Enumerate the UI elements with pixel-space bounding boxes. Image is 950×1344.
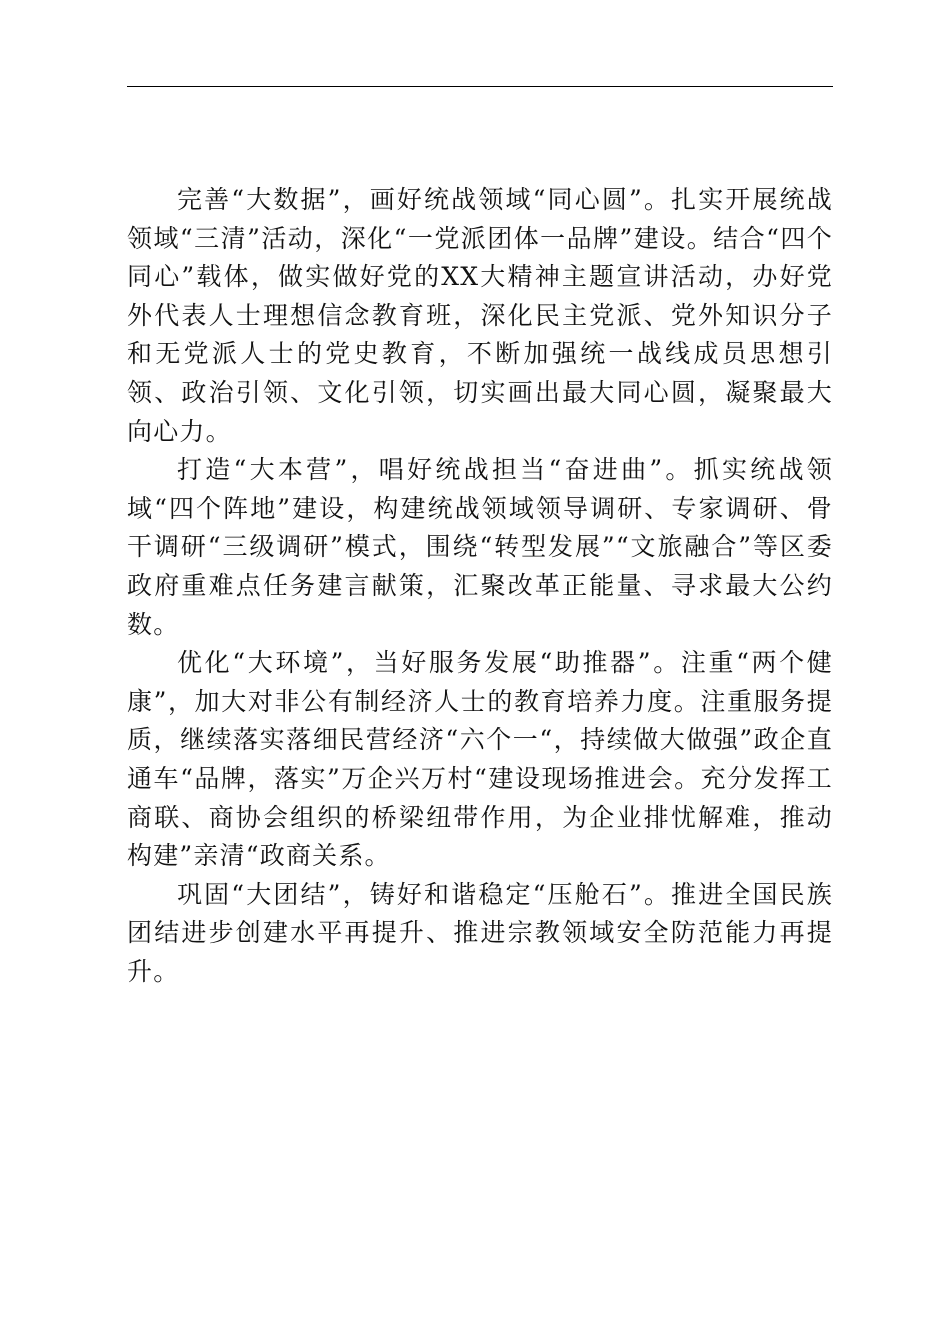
paragraph-big-data: 完善“大数据”，画好统战领域“同心圆”。扎实开展统战领域“三清”活动，深化“一党派团体一品牌”建设。结合“四个同心”载体，做实做好党的XX大精神主题宣讲活动，办好党外代表人士理想信念教育班，深化民主党派、党外知识分子和无党派人士的党史教育，不断加强统一战线成员思想引领、政治引领、文化引领，切实画出最大同心圆，凝聚最大向心力。 [127,185,833,446]
paragraph-environment: 优化“大环境”，当好服务发展“助推器”。注重“两个健康”，加大对非公有制经济人士的教育培养力度。注重服务提质，继续落实落细民营经济“六个一“，持续做大做强”政企直通车“品牌，落实”万企兴万村“建设现场推进会。充分发挥工商联、商协会组织的桥梁纽带作用，为企业排忧解难，推动构建”亲清“政商关系。 [127,648,833,871]
header-rule [127,86,833,87]
document-body [127,181,833,991]
paragraph-unity: 巩固“大团结”，铸好和谐稳定“压舱石”。推进全国民族团结进步创建水平再提升、推进宗教领域安全防范能力再提升。 [127,879,833,986]
paragraph-base-camp: 打造“大本营”，唱好统战担当“奋进曲”。抓实统战领域“四个阵地”建设，构建统战领域领导调研、专家调研、骨干调研“三级调研”模式，围绕“转型发展”“文旅融合”等区委政府重难点任务建言献策，汇聚改革正能量、寻求最大公约数。 [127,455,833,639]
